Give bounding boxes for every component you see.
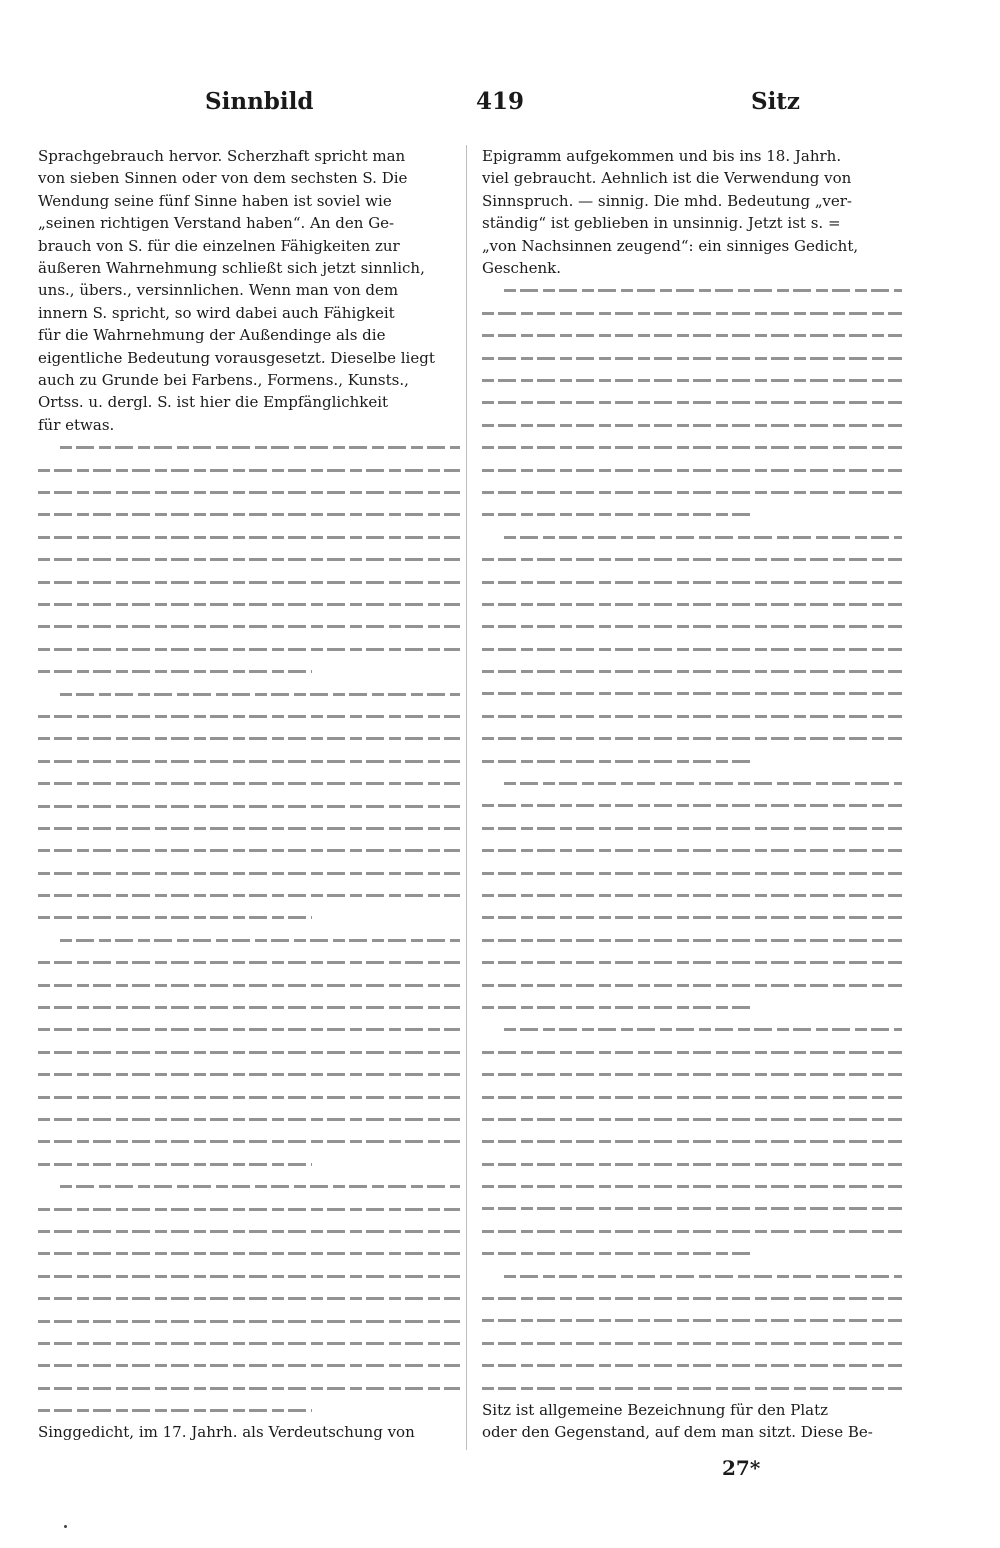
text-line-placeholder [38,862,460,884]
text-line: für die Wahrnehmung der Außendinge als die [38,326,386,345]
text-line-placeholder [482,1287,902,1309]
text-line: eigentliche Bedeutung vorausgesetzt. Dieselbe liegt [38,348,435,367]
text-line-placeholder [482,638,902,660]
text-line-placeholder [38,727,460,749]
text-line-placeholder [482,1041,902,1063]
text-line-placeholder [482,436,902,458]
text-line: äußeren Wahrnehmung schließt sich jetzt sinnlich, [38,259,425,278]
text-line-placeholder [38,548,460,570]
left-column [38,145,460,1460]
text-line-placeholder [482,1354,902,1376]
text-line-placeholder [38,481,460,503]
text-line: Sitz ist allgemeine Bezeichnung für den Platz [482,1400,828,1419]
text-line-placeholder [38,750,460,772]
text-line-placeholder [482,279,902,301]
text-line-placeholder [38,526,460,548]
text-line-placeholder [482,1332,902,1354]
text-line-placeholder [38,1242,460,1264]
text-line-placeholder [38,906,460,928]
text-line-placeholder [38,503,460,525]
text-line-placeholder [38,817,460,839]
text-line-placeholder [482,1018,902,1040]
text-line: uns., übers., versinnlichen. Wenn man von dem [38,281,399,300]
text-line-placeholder [38,1130,460,1152]
text-line-placeholder [38,1265,460,1287]
text-line-placeholder [38,638,460,660]
text-line-placeholder [482,571,902,593]
header-right-keyword: Sitz [750,88,800,115]
text-line-placeholder [38,1153,460,1175]
text-line-placeholder [38,615,460,637]
text-line-placeholder [482,324,902,346]
running-header [40,88,960,124]
text-line-placeholder [38,1175,460,1197]
header-left-keyword: Sinnbild [205,88,314,115]
text-line-placeholder [38,884,460,906]
text-line-placeholder [38,593,460,615]
illegible-text-block [38,436,460,1421]
text-line-placeholder [482,682,902,704]
text-line-placeholder [38,1287,460,1309]
text-line: Sprachgebrauch hervor. Scherzhaft spricht man [38,147,406,165]
text-line-placeholder [482,459,902,481]
text-line-placeholder [482,481,902,503]
text-line-placeholder [482,347,902,369]
text-line-placeholder [38,571,460,593]
text-line-placeholder [38,1399,460,1421]
text-line-placeholder [482,1153,902,1175]
text-line-placeholder [38,951,460,973]
text-line-placeholder [482,369,902,391]
text-line-placeholder [482,862,902,884]
text-line: „seinen richtigen Verstand haben“. An den Ge- [38,214,395,233]
text-line-placeholder [482,1086,902,1108]
text-line: Ortss. u. dergl. S. ist hier die Empfänglichkeit [38,393,389,412]
text-line-placeholder [482,772,902,794]
text-line-placeholder [482,1197,902,1219]
text-line: von sieben Sinnen oder von dem sechsten S. Die [38,169,408,188]
text-line-placeholder [38,1377,460,1399]
text-line-placeholder [38,772,460,794]
text-line-placeholder [482,1265,902,1287]
text-line-placeholder [482,1309,902,1331]
text-line-placeholder [482,705,902,727]
text-line: ständig“ ist geblieben in unsinnig. Jetzt ist s. = [482,214,841,233]
text-line-placeholder [38,1332,460,1354]
text-line-placeholder [38,1018,460,1040]
text-line-placeholder [482,1175,902,1197]
text-line: Geschenk. [482,259,562,278]
text-line-placeholder [38,974,460,996]
text-line-placeholder [38,929,460,951]
text-line: innern S. spricht, so wird dabei auch Fähigkeit [38,303,395,322]
text-line-placeholder [482,302,902,324]
text-line-placeholder [482,817,902,839]
text-line-placeholder [38,1041,460,1063]
text-line-placeholder [38,1220,460,1242]
text-line-placeholder [482,503,902,525]
text-line-placeholder [38,795,460,817]
text-line-placeholder [38,839,460,861]
text-line-placeholder [38,660,460,682]
right-column [482,145,902,1460]
text-line-placeholder [482,1108,902,1130]
text-line-placeholder [482,414,902,436]
text-line: viel gebraucht. Aehnlich ist die Verwendung von [482,169,852,188]
text-line-placeholder [482,1063,902,1085]
illegible-text-block [482,279,902,1399]
text-line-placeholder [38,996,460,1018]
text-line: auch zu Grunde bei Farbens., Formens., Kunsts., [38,371,409,390]
text-line: Singgedicht, im 17. Jahrh. als Verdeutschung von [38,1423,415,1442]
text-line-placeholder [38,436,460,458]
text-line-placeholder [482,929,902,951]
text-line-placeholder [482,391,902,413]
text-line-placeholder [482,548,902,570]
text-line-placeholder [482,906,902,928]
text-line-placeholder [482,1242,902,1264]
text-line-placeholder [38,1108,460,1130]
column-divider [466,145,467,1450]
text-line-placeholder [38,1354,460,1376]
text-line-placeholder [482,1130,902,1152]
text-line: Sinnspruch. — sinnig. Die mhd. Bedeutung „ver- [482,191,852,210]
text-line: für etwas. [38,415,115,434]
text-line: brauch von S. für die einzelnen Fähigkeiten zur [38,236,400,255]
text-line-placeholder [482,884,902,906]
text-line: „von Nachsinnen zeugend“: ein sinniges Gedicht, [482,236,859,255]
text-line-placeholder [482,660,902,682]
page-number: 419 [475,88,524,115]
text-line-placeholder [482,593,902,615]
text-line-placeholder [482,750,902,772]
text-line-placeholder [38,705,460,727]
text-line: Epigramm aufgekommen und bis ins 18. Jahrh. [482,147,842,165]
text-line-placeholder [38,1310,460,1332]
text-line-placeholder [482,526,902,548]
text-line-placeholder [38,459,460,481]
text-line: Wendung seine fünf Sinne haben ist soviel wie [38,191,392,210]
speck [64,1525,67,1528]
text-line-placeholder [482,794,902,816]
text-line-placeholder [482,727,902,749]
text-line-placeholder [482,1220,902,1242]
text-line-placeholder [38,1086,460,1108]
text-line-placeholder [482,1377,902,1399]
text-line: oder den Gegenstand, auf dem man sitzt. Diese Be- [482,1423,873,1442]
text-line-placeholder [38,1063,460,1085]
text-line-placeholder [482,839,902,861]
signature-mark: 27* [722,1456,761,1480]
text-line-placeholder [482,974,902,996]
text-line-placeholder [38,1198,460,1220]
text-line-placeholder [38,683,460,705]
text-line-placeholder [482,615,902,637]
text-line-placeholder [482,996,902,1018]
text-line-placeholder [482,951,902,973]
